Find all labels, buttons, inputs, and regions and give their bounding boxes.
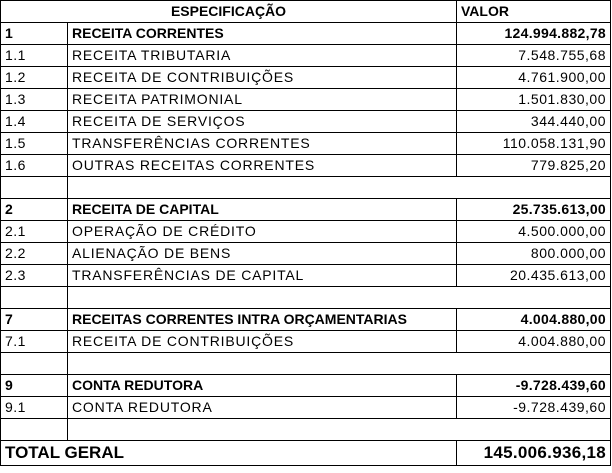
row-description: CONTA REDUTORA: [68, 375, 457, 397]
row-description: RECEITA DE CAPITAL: [68, 199, 457, 221]
table-row: [1, 397, 611, 419]
header-valor: VALOR: [457, 1, 611, 23]
total-value: 145.006.936,18: [457, 441, 611, 466]
table-row: [1, 67, 611, 89]
row-description: RECEITA DE CONTRIBUIÇÕES: [68, 331, 457, 353]
row-description: OUTRAS RECEITAS CORRENTES: [68, 155, 457, 177]
table-row: [1, 89, 611, 111]
row-description: CONTA REDUTORA: [68, 397, 457, 419]
blank-row: [1, 353, 611, 375]
group-row: [1, 199, 611, 221]
row-value: 25.735.613,00: [457, 199, 611, 221]
table-row: [1, 133, 611, 155]
row-value: 4.004.880,00: [457, 331, 611, 353]
row-code: 2: [1, 199, 68, 221]
table-body: [1, 23, 611, 441]
row-value: 4.500.000,00: [457, 221, 611, 243]
row-value: 110.058.131,90: [457, 133, 611, 155]
row-value: 344.440,00: [457, 111, 611, 133]
row-code: 1.4: [1, 111, 68, 133]
row-description: RECEITA TRIBUTARIA: [68, 45, 457, 67]
row-code: 1.2: [1, 67, 68, 89]
group-row: [1, 309, 611, 331]
row-code: 1.1: [1, 45, 68, 67]
row-value: -9.728.439,60: [457, 397, 611, 419]
table-row: [1, 265, 611, 287]
row-description: ALIENAÇÃO DE BENS: [68, 243, 457, 265]
table-row: [1, 155, 611, 177]
total-row: [1, 441, 611, 466]
blank-cell: [68, 177, 611, 199]
row-code: 9.1: [1, 397, 68, 419]
row-value: 4.004.880,00: [457, 309, 611, 331]
row-value: 1.501.830,00: [457, 89, 611, 111]
table-row: [1, 221, 611, 243]
row-code: 7: [1, 309, 68, 331]
blank-cell: [68, 287, 611, 309]
row-description: RECEITAS CORRENTES INTRA ORÇAMENTARIAS: [68, 309, 457, 331]
blank-row: [1, 419, 611, 441]
row-value: 20.435.613,00: [457, 265, 611, 287]
blank-cell: [1, 287, 68, 309]
table-row: [1, 331, 611, 353]
table-row: [1, 45, 611, 67]
blank-cell: [1, 177, 68, 199]
row-description: TRANSFERÊNCIAS DE CAPITAL: [68, 265, 457, 287]
blank-cell: [1, 419, 68, 441]
row-description: RECEITA CORRENTES: [68, 23, 457, 45]
row-code: 1: [1, 23, 68, 45]
row-description: TRANSFERÊNCIAS CORRENTES: [68, 133, 457, 155]
table-row: [1, 243, 611, 265]
row-code: 1.6: [1, 155, 68, 177]
row-value: -9.728.439,60: [457, 375, 611, 397]
blank-cell: [68, 353, 611, 375]
total-label: TOTAL GERAL: [1, 441, 457, 466]
blank-cell: [68, 419, 611, 441]
row-code: 7.1: [1, 331, 68, 353]
row-code: 2.3: [1, 265, 68, 287]
row-code: 2.2: [1, 243, 68, 265]
row-code: 1.5: [1, 133, 68, 155]
table-row: [1, 111, 611, 133]
blank-row: [1, 287, 611, 309]
row-value: 779.825,20: [457, 155, 611, 177]
blank-cell: [1, 353, 68, 375]
table-header-row: [1, 1, 611, 23]
row-value: 7.548.755,68: [457, 45, 611, 67]
row-description: RECEITA DE SERVIÇOS: [68, 111, 457, 133]
row-description: OPERAÇÃO DE CRÉDITO: [68, 221, 457, 243]
blank-row: [1, 177, 611, 199]
group-row: [1, 375, 611, 397]
row-value: 4.761.900,00: [457, 67, 611, 89]
row-value: 124.994.882,78: [457, 23, 611, 45]
row-code: 2.1: [1, 221, 68, 243]
row-code: 9: [1, 375, 68, 397]
row-description: RECEITA PATRIMONIAL: [68, 89, 457, 111]
row-value: 800.000,00: [457, 243, 611, 265]
header-especificacao: ESPECIFICAÇÃO: [1, 1, 457, 23]
row-code: 1.3: [1, 89, 68, 111]
group-row: [1, 23, 611, 45]
row-description: RECEITA DE CONTRIBUIÇÕES: [68, 67, 457, 89]
